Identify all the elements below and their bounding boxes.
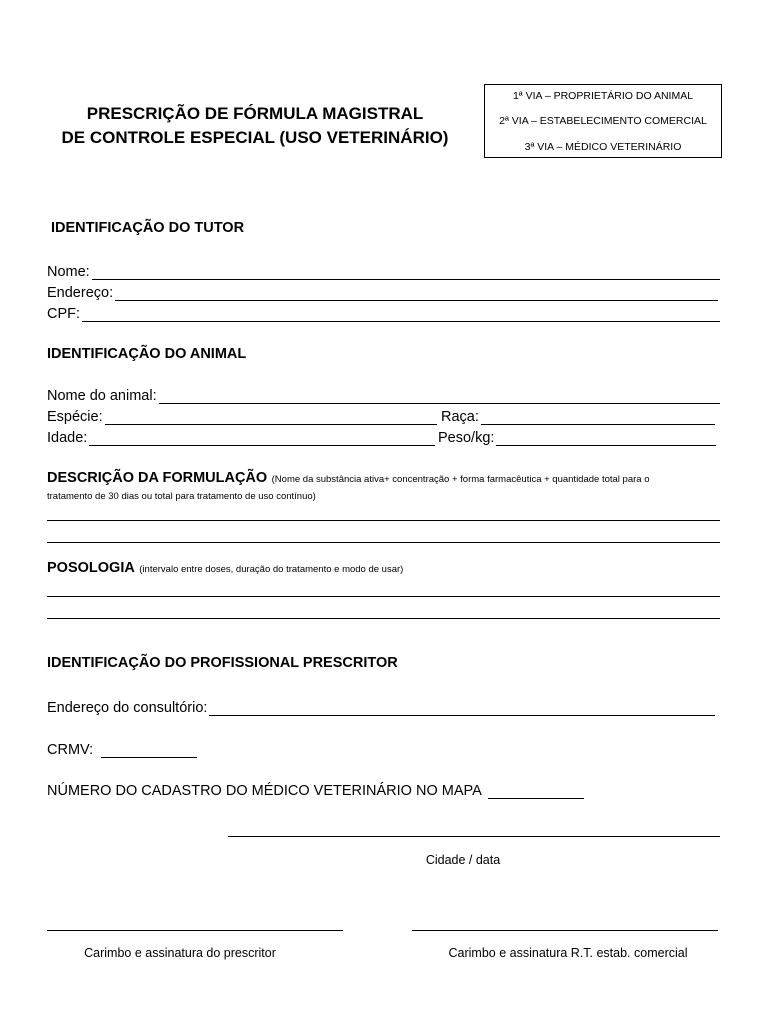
mapa-registration-line[interactable] <box>488 784 584 799</box>
tutor-heading: IDENTIFICAÇÃO DO TUTOR <box>51 220 245 236</box>
via-1: 1ª VIA – PROPRIETÁRIO DO ANIMAL <box>512 90 694 102</box>
species-label: Espécie: <box>47 409 103 425</box>
tutor-name-line[interactable] <box>92 265 720 280</box>
tutor-cpf-label: CPF: <box>47 306 81 322</box>
formulation-line-1[interactable] <box>47 520 720 521</box>
city-date-caption: Cidade / data <box>425 853 501 867</box>
tutor-address-label: Endereço: <box>47 285 114 301</box>
formulation-heading-block <box>47 470 727 504</box>
title-line-1: PRESCRIÇÃO DE FÓRMULA MAGISTRAL <box>86 104 424 123</box>
age-line[interactable] <box>89 431 435 446</box>
formulation-line-2[interactable] <box>47 542 720 543</box>
species-field[interactable] <box>47 407 437 425</box>
weight-line[interactable] <box>496 431 716 446</box>
tutor-name-label: Nome: <box>47 264 90 280</box>
tutor-name-field[interactable] <box>47 262 720 280</box>
formulation-heading: DESCRIÇÃO DA FORMULAÇÃO <box>47 470 268 486</box>
rt-signature-line[interactable] <box>412 930 718 931</box>
crmv-line[interactable] <box>101 743 197 758</box>
form-title <box>40 102 470 150</box>
posology-line-1[interactable] <box>47 596 720 597</box>
prescriber-signature-line[interactable] <box>47 930 343 931</box>
crmv-field[interactable] <box>47 740 197 758</box>
animal-name-label: Nome do animal: <box>47 388 157 404</box>
breed-line[interactable] <box>481 410 715 425</box>
animal-heading: IDENTIFICAÇÃO DO ANIMAL <box>47 346 247 362</box>
posology-heading: POSOLOGIA <box>47 560 135 576</box>
via-2: 2ª VIA – ESTABELECIMENTO COMERCIAL <box>499 115 707 127</box>
rt-signature-caption: Carimbo e assinatura R.T. estab. comercial <box>448 946 688 960</box>
animal-name-line[interactable] <box>159 389 720 404</box>
species-line[interactable] <box>105 410 437 425</box>
office-address-line[interactable] <box>209 701 715 716</box>
posology-heading-block <box>47 559 403 577</box>
tutor-address-field[interactable] <box>47 283 718 301</box>
weight-label: Peso/kg: <box>438 430 495 446</box>
age-field[interactable] <box>47 428 435 446</box>
via-3: 3ª VIA – MÉDICO VETERINÁRIO <box>524 141 682 153</box>
city-date-line[interactable] <box>228 836 720 837</box>
posology-note: (intervalo entre doses, duração do tratamento e modo de usar) <box>139 564 404 575</box>
mapa-registration-label: NÚMERO DO CADASTRO DO MÉDICO VETERINÁRIO NO MAPA <box>47 783 482 799</box>
prescriber-signature-caption: Carimbo e assinatura do prescritor <box>84 946 276 960</box>
formulation-note-2: tratamento de 30 dias ou total para tratamento de uso contínuo) <box>47 491 316 502</box>
tutor-address-line[interactable] <box>115 286 718 301</box>
breed-label: Raça: <box>441 409 479 425</box>
tutor-cpf-field[interactable] <box>47 304 720 322</box>
formulation-note-1: (Nome da substância ativa+ concentração + forma farmacêutica + quantidade total para o <box>271 474 650 485</box>
crmv-label: CRMV: <box>47 742 94 758</box>
office-address-field[interactable] <box>47 698 715 716</box>
mapa-registration-field[interactable] <box>47 781 584 799</box>
weight-field[interactable] <box>438 428 716 446</box>
copies-box <box>484 84 722 158</box>
title-line-2: DE CONTROLE ESPECIAL (USO VETERINÁRIO) <box>61 128 449 147</box>
age-label: Idade: <box>47 430 88 446</box>
posology-line-2[interactable] <box>47 618 720 619</box>
prescriber-heading: IDENTIFICAÇÃO DO PROFISSIONAL PRESCRITOR <box>47 655 398 671</box>
animal-name-field[interactable] <box>47 386 720 404</box>
breed-field[interactable] <box>441 407 715 425</box>
office-address-label: Endereço do consultório: <box>47 700 208 716</box>
tutor-cpf-line[interactable] <box>82 307 720 322</box>
